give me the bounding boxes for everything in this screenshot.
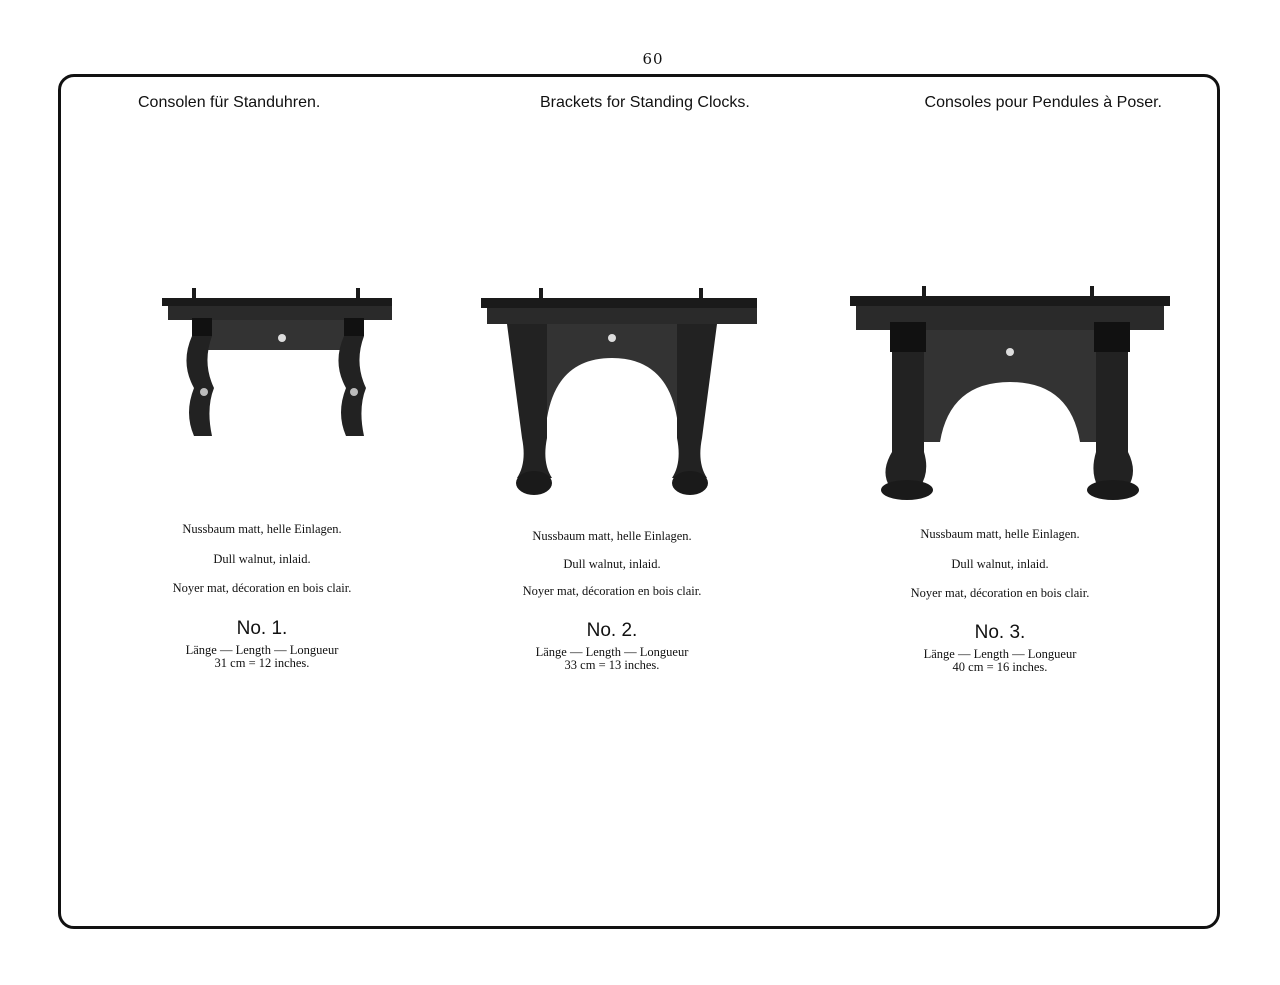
item-number: No. 2. <box>586 619 638 641</box>
description-french: Noyer mat, décoration en bois clair. <box>522 584 702 598</box>
description-english: Dull walnut, inlaid. <box>563 556 661 571</box>
header-english: Brackets for Standing Clocks. <box>540 94 750 111</box>
catalog-item-3 <box>850 282 1150 674</box>
description-german: Nussbaum matt, helle Einlagen. <box>532 529 692 543</box>
description-french: Noyer mat, décoration en bois clair. <box>910 586 1090 600</box>
description-german: Nussbaum matt, helle Einlagen. <box>920 527 1080 541</box>
item-number: No. 3. <box>974 621 1026 643</box>
description-english: Dull walnut, inlaid. <box>213 551 311 566</box>
dimensions-value: 31 cm = 12 inches. <box>214 655 310 670</box>
description-french: Noyer mat, décoration en bois clair. <box>172 581 352 595</box>
dimensions-label: Länge — Length — Longueur <box>923 646 1077 661</box>
header-german: Consolen für Standuhren. <box>138 94 321 111</box>
header-french: Consoles pour Pendules à Poser. <box>924 94 1162 111</box>
description-english: Dull walnut, inlaid. <box>951 556 1049 571</box>
bracket-illustration-1 <box>132 288 392 443</box>
bracket-illustration-2 <box>467 288 757 500</box>
dimensions-label: Länge — Length — Longueur <box>185 642 339 657</box>
page-number: 60 <box>642 50 664 68</box>
catalog-item-2 <box>462 288 762 672</box>
dimensions-value: 33 cm = 13 inches. <box>564 657 660 672</box>
item-number: No. 1. <box>236 617 288 639</box>
dimensions-label: Länge — Length — Longueur <box>535 644 689 659</box>
catalog-item-1 <box>112 288 412 670</box>
description-german: Nussbaum matt, helle Einlagen. <box>182 522 342 536</box>
dimensions-value: 40 cm = 16 inches. <box>952 659 1048 674</box>
bracket-illustration-3 <box>850 282 1170 502</box>
